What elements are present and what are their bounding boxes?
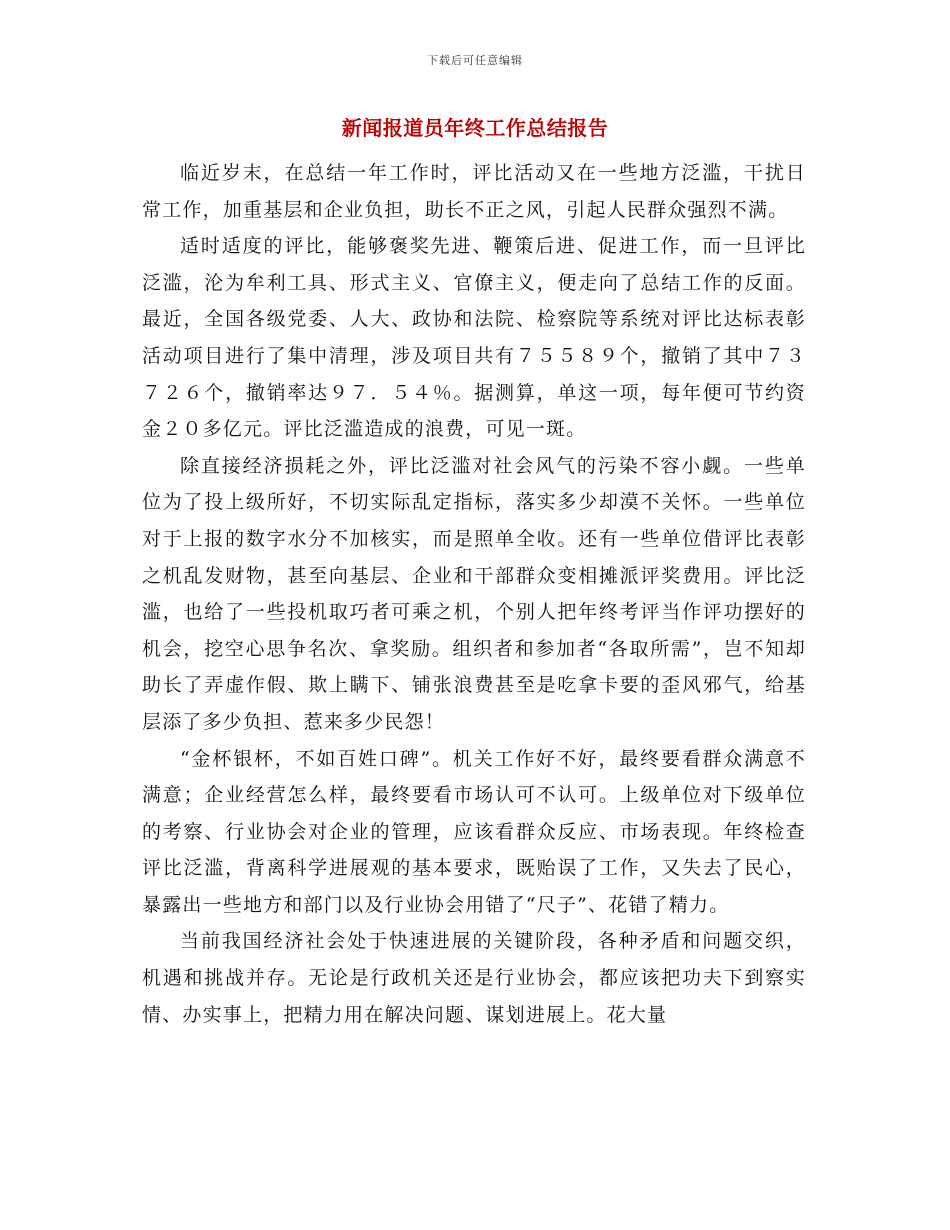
- paragraph: 当前我国经济社会处于快速进展的关键阶段，各种矛盾和问题交织，机遇和挑战并存。无论是行政机关还是行业协会，都应该把功夫下到察实情、办实事上，把精力用在解决问题、谋划进展上。花大量: [142, 930, 806, 1026]
- paragraph: 临近岁末，在总结一年工作时，评比活动又在一些地方泛滥，干扰日常工作，加重基层和企业负担，助长不正之风，引起人民群众强烈不满。: [142, 162, 806, 221]
- document-body: [142, 155, 806, 1033]
- header-note: 下载后可任意编辑: [427, 54, 523, 67]
- document-title: 新闻报道员年终工作总结报告: [341, 116, 609, 140]
- paragraph: 除直接经济损耗之外，评比泛滥对社会风气的污染不容小觑。一些单位为了投上级所好，不切实际乱定指标，落实多少却漠不关怀。一些单位对于上报的数字水分不加核实，而是照单全收。还有一些单位借评比表彰之机乱发财物，甚至向基层、企业和干部群众变相摊派评奖费用。评比泛滥，也给了一些投机取巧者可乘之机，个别人把年终考评当作评功摆好的机会，挖空心思争名次、拿奖励。组织者和参加者“各取所需”，岂不知却助长了弄虚作假、欺上瞒下、铺张浪费甚至是吃拿卡要的歪风邪气，给基层添了多少负担、惹来多少民怨！: [142, 454, 806, 733]
- paragraph: “金杯银杯，不如百姓口碑”。机关工作好不好，最终要看群众满意不满意；企业经营怎么样，最终要看市场认可不认可。上级单位对下级单位的考察、行业协会对企业的管理，应该看群众反应、市场表现。年终检查评比泛滥，背离科学进展观的基本要求，既贻误了工作，又失去了民心，暴露出一些地方和部门以及行业协会用错了“尺子”、花错了精力。: [142, 747, 806, 916]
- paragraph: 适时适度的评比，能够褒奖先进、鞭策后进、促进工作，而一旦评比泛滥，沦为牟利工具、形式主义、官僚主义，便走向了总结工作的反面。最近，全国各级党委、人大、政协和法院、检察院等系统对评比达标表彰活动项目进行了集中清理，涉及项目共有７５５８９个，撤销了其中７３７２６个，撤销率达９７．５４％。据测算，单这一项，每年便可节约资金２０多亿元。评比泛滥造成的浪费，可见一斑。: [142, 235, 806, 441]
